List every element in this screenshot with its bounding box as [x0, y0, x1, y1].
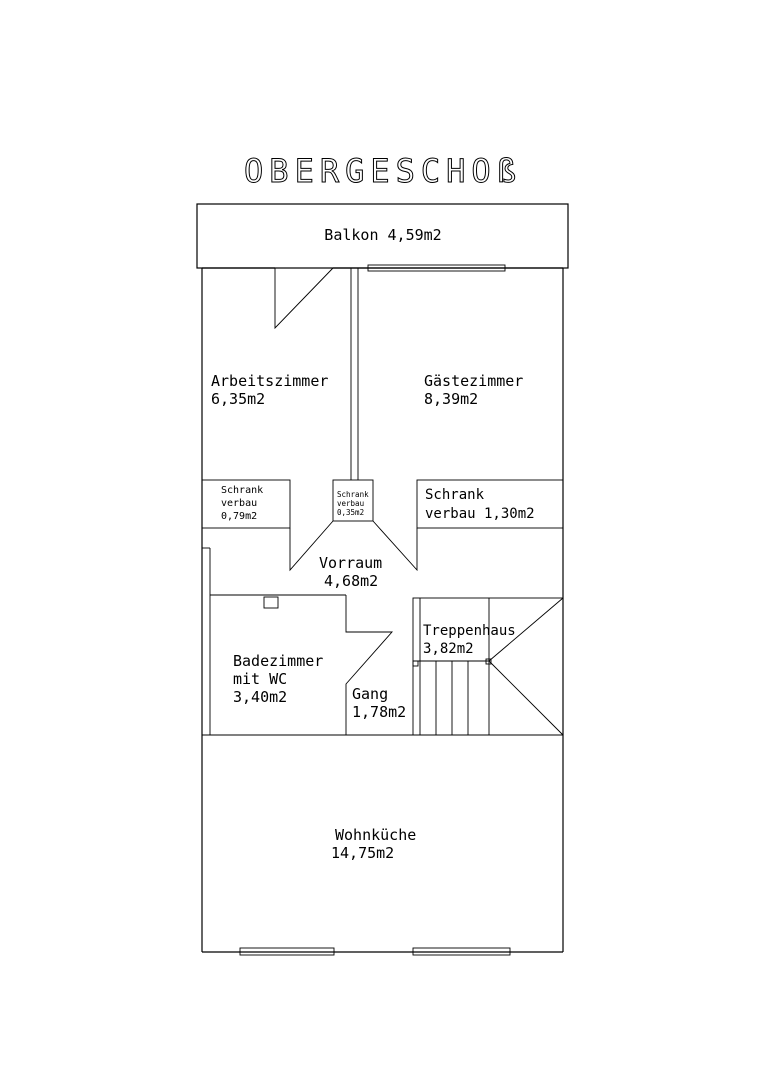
label-schrank-right: Schrank: [425, 487, 485, 503]
stairwell: [413, 598, 563, 735]
label-wohnkueche: Wohnküche: [335, 826, 417, 844]
label-gaestezimmer: Gästezimmer: [424, 372, 524, 390]
label-schrank-mid: Schrank: [337, 490, 369, 499]
label-badezimmer-2: mit WC: [233, 670, 288, 688]
label-vorraum: Vorraum: [319, 554, 383, 572]
label-gang: Gang: [352, 685, 389, 703]
area-schrank-mid: 0,35m2: [337, 508, 365, 517]
label-schrank-left-2: verbau: [221, 498, 258, 509]
label-schrank-left: Schrank: [221, 485, 264, 496]
area-badezimmer: 3,40m2: [233, 688, 288, 706]
area-wohnkueche: 14,75m2: [331, 844, 395, 862]
area-arbeitszimmer: 6,35m2: [211, 390, 266, 408]
label-schrank-mid-2: verbau: [337, 499, 365, 508]
partition-wall-upper: [351, 268, 358, 480]
label-arbeitszimmer: Arbeitszimmer: [211, 372, 329, 390]
label-badezimmer: Badezimmer: [233, 652, 324, 670]
area-vorraum: 4,68m2: [324, 572, 379, 590]
area-gaestezimmer: 8,39m2: [424, 390, 479, 408]
label-schrank-right-2: verbau 1,30m2: [425, 506, 535, 522]
plan-title: OBERGESCHOß: [244, 152, 522, 190]
area-schrank-left: 0,79m2: [221, 511, 258, 522]
balcony-door: [275, 268, 333, 328]
label-balkon: Balkon 4,59m2: [324, 226, 442, 244]
area-treppenhaus: 3,82m2: [423, 641, 474, 657]
area-gang: 1,78m2: [352, 703, 407, 721]
label-treppenhaus: Treppenhaus: [423, 623, 516, 639]
